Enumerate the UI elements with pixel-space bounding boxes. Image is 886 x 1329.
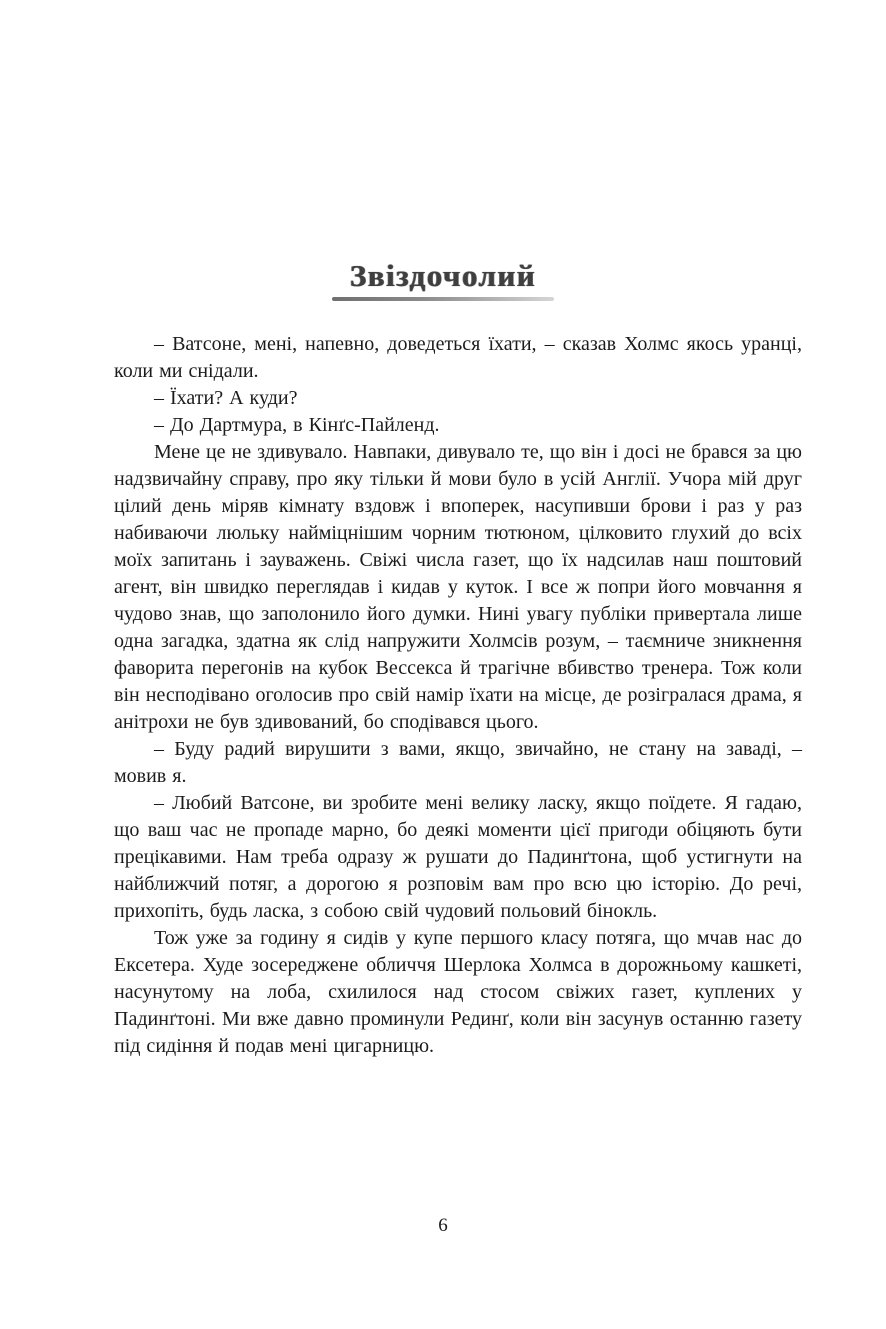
paragraph: – До Дартмура, в Кінґс-Пайленд. <box>154 413 440 436</box>
chapter-title: Звіздочолий <box>349 258 537 293</box>
paragraph: Мене це не здивувало. Навпаки, дивувало те, що він і досі не брався за цю надзвичайну справу, про яку тільки й мови було в усій Англії. Учора мій друг цілий день міряв кімнату вздовж і впоперек, насупивши брови і раз у раз набиваючи люльку найміцнішим чорним тютюном, цілковито глухий до всіх моїх запитань і зауважень. Свіжі числа газет, що їх надсилав наш поштовий агент, він швидко переглядав і кидав у куток. І все ж попри його мовчання я чудово знав, що заполонило його думки. Нині увагу публіки привертала лише одна загадка, здатна як слід напружити Холмсів розум, – таємниче зникнення фаворита перегонів на кубок Вессекса й трагічне вбивство тренера. Тож коли він несподівано оголосив про свій намір їхати на місце, де розігралася драма, я анітрохи не був здивований, бо сподівався цього. <box>114 440 802 733</box>
title-underline-rule <box>332 297 554 301</box>
paragraph: Тож уже за годину я сидів у купе першого класу потяга, що мчав нас до Ексетера. Худе зосереджене обличчя Шерлока Холмса в дорожньому кашкеті, насунутому на лоба, схилилося над стосом свіжих газет, куплених у Падинґтоні. Ми вже давно проминули Рединґ, коли він засунув останню газету під сидіння й подав мені цигарницю. <box>114 926 802 1057</box>
paragraph: – Буду радий вирушити з вами, якщо, звичайно, не стану на заваді, – мовив я. <box>114 737 802 787</box>
paragraph: – Їхати? А куди? <box>154 386 298 409</box>
body-text <box>0 331 886 1060</box>
paragraph: – Любий Ватсоне, ви зробите мені велику ласку, якщо поїдете. Я гадаю, що ваш час не пропаде марно, бо деякі моменти цієї пригоди обіцяють бути прецікавими. Нам треба одразу ж рушати до Падинґтона, щоб устигнути на найближчий потяг, а дорогою я розповім вам про всю цю історію. До речі, прихопіть, будь ласка, з собою свій чудовий польовий бінокль. <box>114 791 802 922</box>
page-number: 6 <box>438 1215 448 1236</box>
chapter-title-block <box>0 258 886 301</box>
paragraph: – Ватсоне, мені, напевно, доведеться їхати, – сказав Холмс якось уранці, коли ми снідали. <box>114 332 802 382</box>
